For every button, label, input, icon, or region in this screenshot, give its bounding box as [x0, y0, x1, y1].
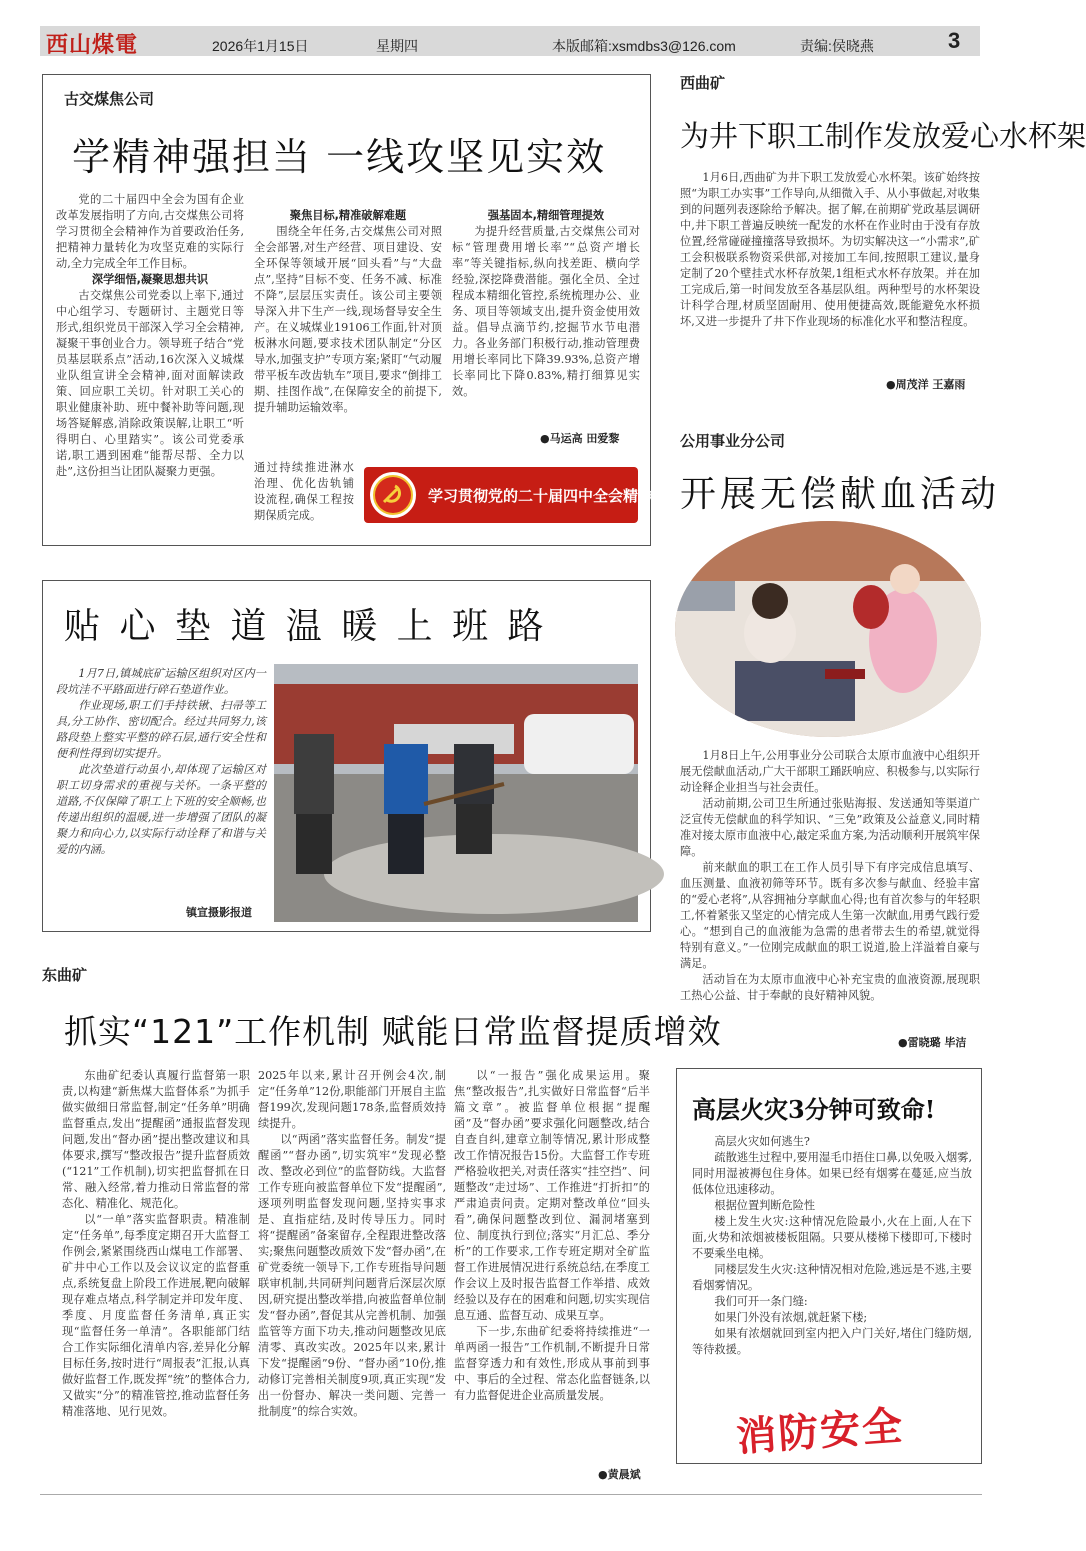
article-xiqu-title: 为井下职工制作发放爱心水杯架 — [680, 119, 1086, 153]
article-fire-body: 高层火灾如何逃生? 疏散逃生过程中,要用湿毛巾捂住口鼻,以免吸入烟雾,同时用湿被褥包住身体。如果已经有烟雾在蔓延,应当放低体位迅速移动。 根据位置判断危险性 楼上发生火灾:这种情况危险最小,火在上面,人在下面,火势和浓烟被楼板阻隔。只要从楼梯下楼即可,下楼时不要乘坐电梯。 同楼层发生火灾:这种情况相对危险,逃远是不逃,主要看烟雾情况。 我们可开一条门缝: 如果门外没有浓烟,就赶紧下楼; 如果有浓烟就回到室内把入户门关好,堵住门缝防烟,等待救援。 — [692, 1135, 972, 1356]
article-xiqu-body: 1月6日,西曲矿为井下职工发放爱心水杯架。该矿始终按照“为职工办实事”工作导向,从细微入手、从小事做起,对收集到的问题列表逐除给予解决。据了解,在前期矿党政基层调研中,井下职工普遍反映统一配发的水杯在作业时由于没有存放位置,经常碰碰撞撞落导致损坏。为切实解决这一“小需求”,矿工会积极联系物资采供部,对接加工车间,按照职工建议,量身定制了20个壁挂式水杯存放架,1组柜式水杯存放架。并在加工完成后,第一时间发放至各基层队组。两种型号的水杯架设计科学合理,材质坚固耐用、使用便捷高效,既能避免水杯损坏,又进一步提升了井下作业现场的标准化水平和整洁程度。 — [680, 171, 980, 328]
article-dongqu-byline: ●黄晨斌 — [598, 1468, 641, 1481]
road-repair-photo — [274, 664, 638, 922]
article-gujiao-col2a: 聚焦目标,精准破解难题 围绕全年任务,古交煤焦公司对照全会部署,对生产经营、项目建设、安全环保等领域开展“回头看”与“大盘点”,坚持“目标不变、任务不减、标准不降”,层层压实责任。该公司主要领导深入井下生产一线,现场督导安全生产。在义城煤业19106工作面,针对顶板淋水问题,要求技术团队制定“分区导水,加强支护”专项方案;紧盯“气动履带平板车改齿轨车”项目,要求“倒排工期、挂图作战”,在保障安全的前提下,提升辅助运输效率。 — [254, 209, 442, 414]
party-emblem-icon — [370, 472, 416, 518]
issue-weekday: 星期四 — [376, 38, 418, 54]
article-gujiao-title: 学精神强担当 一线攻坚见实效 — [72, 135, 607, 179]
page-editor: 责编:侯晓燕 — [800, 38, 874, 54]
study-banner-text: 学习贯彻党的二十届四中全会精神 — [428, 487, 654, 505]
article-dongqu-title: 抓实“121”工作机制 赋能日常监督提质增效 — [64, 1012, 722, 1051]
article-blood-section: 公用事业分公司 — [680, 432, 786, 450]
article-road-byline: 镇宣摄影报道 — [186, 906, 252, 919]
editor-email: 本版邮箱:xsmdbs3@126.com — [552, 38, 736, 54]
blood-donation-photo — [675, 521, 981, 737]
newspaper-logo: 西山煤電 — [46, 32, 139, 58]
article-dongqu-col2: 2025年以来,累计召开例会4次,制定“任务单”12份,职能部门开展自主监督199次,发现问题178条,监督质效持续提升。 以“两函”落实监督任务。制发“提醒函”“督办函”,切实筑牢“发现必整改、整改必到位”的监督防线。大监督工作专班向被监督单位下发“提醒函”,逐项列明监督发现问题,坚持实事求是、直指症结,及时传导压力。同时将“提醒函”备案留存,全程跟进整改落实;聚焦问题整改质效下发“督办函”,在矿党委统一领导下,工作专班指导问题联审机制,共同研判问题背后深层次原因,研究提出整改举措,向被监督单位制发“督办函”,督促其从完善机制、加强监管等方面下功夫,推动问题整改见底清零、真改实改。2025年以来,累计下发“提醒函”9份、“督办函”10份,推动修订完善相关制度9项,真正实现“发出一份督办、解决一类问题、完善一批制度”的综合实效。 — [258, 1069, 446, 1418]
article-road-body: 1月7日,镇城底矿运输区组织对区内一段坑洼不平路面进行碎石垫道作业。 作业现场,职工们手持铁锹、扫帚等工具,分工协作、密切配合。经过共同努力,该路段垫上整实平整的碎石层,通行安全性和便利性得到切实提升。 此次垫道行动虽小,却体现了运输区对职工切身需求的重视与关怀。一条平整的道路,不仅保障了职工上下班的安全顺畅,也传递出组织的温暖,进一步增强了团队的凝聚力和向心力,以实际行动诠释了和谐与关爱的内涵。 — [56, 667, 266, 856]
article-gujiao-col2b: 通过持续推进淋水治理、优化齿轨铺设流程,确保工程按期保质完成。 — [254, 461, 354, 522]
page-number: 3 — [948, 28, 961, 53]
article-gujiao-col1: 党的二十届四中全会为国有企业改革发展指明了方向,古交煤焦公司将学习贯彻全会精神作为首要政治任务,把精神力量转化为攻坚克难的实际行动,全力完成全年工作目标。 深学细悟,凝聚思想共识 古交煤焦公司党委以上率下,通过中心组学习、专题研讨、主题党日等形式,组织党员干部深入学习全会精神,凝聚干事创业合力。领导班子结合“党员基层联系点”活动,16次深入义城煤业队组宣讲全会精神,面对面解读政策、回应职工关切。针对职工关心的职业健康补助、班中餐补助等问题,现场答疑解惑,消除政策误解,让职工“听得明白、心里踏实”。该公司党委承诺,职工遇到困难“能帮尽帮、全力以赴”,这份担当让团队凝聚力更强。 — [56, 193, 244, 478]
article-gujiao-byline: ●马运高 田爱黎 — [540, 432, 620, 445]
article-xiqu-section: 西曲矿 — [680, 74, 726, 92]
article-dongqu-col3: 以“一报告”强化成果运用。聚焦“整改报告”,扎实做好日常监督“后半篇文章”。被监督单位根据“提醒函”及“督办函”要求强化问题整改,结合自查自纠,建章立制等情况,累计形成整改工作情况报告15份。大监督工作专班严格验收把关,对责任落实“挂空挡”、问题整改“走过场”、工作推进“打折扣”的严肃追责问责。定期对整改单位“回头看”,确保问题整改到位、漏洞堵塞到位、制度执行到位;落实“月汇总、季分析”的工作要求,工作专班定期对全矿监督工作进展情况进行系统总结,在季度工作会议上及时报告监督工作举措、成效经验以及存在的困难和问题,切实实现信息互通、监督互动、成果互享。 下一步,东曲矿纪委将持续推进“一单两函一报告”工作机制,不断提升日常监督穿透力和有效性,形成从事前到事中、事后的全过程、常态化监督链条,以有力监督促进企业高质量发展。 — [454, 1069, 650, 1402]
footer-divider — [40, 1494, 982, 1495]
article-dongqu-section: 东曲矿 — [42, 966, 88, 984]
article-blood-body: 1月8日上午,公用事业分公司联合太原市血液中心组织开展无偿献血活动,广大干部职工踊跃响应、积极参与,以实际行动诠释企业担当与社会责任。 活动前期,公司卫生所通过张贴海报、发送通知等渠道广泛宣传无偿献血的科学知识、“三免”政策及公益意义,同时精准对接太原市血液中心,敲定采血方案,为活动顺利开展筑牢保障。 前来献血的职工在工作人员引导下有序完成信息填写、血压测量、血液初筛等环节。既有多次参与献血、经验丰富的“爱心老将”,从容拥袖分享献血心得;也有首次参与的年轻职工,怀着紧张又坚定的心情完成人生第一次献血,用勇气践行爱心。“想到自己的血液能为急需的患者带去生的希望,就觉得特别有意义。”一位刚完成献血的职工说道,脸上洋溢着自豪与满足。 活动旨在为太原市血液中心补充宝贵的血液资源,展现职工热心公益、甘于奉献的良好精神风貌。 — [680, 749, 980, 1002]
article-blood-byline: ●雷晓璐 毕洁 — [898, 1036, 967, 1049]
article-dongqu-col1: 东曲矿纪委认真履行监督第一职责,以构建“新焦煤大监督体系”为抓手做实做细日常监督,制定“任务单”明确监督重点,发出“提醒函”通报监督发现问题,发出“督办函”提出整改建议和具体要求,撰写“整改报告”提升监督质效(“121”工作机制),切实把监督抓在日常、融入经常,着力推动日常监督的常态化、精准化、规范化。 以“一单”落实监督职责。精准制定“任务单”,每季度定期召开大监督工作例会,紧紧围绕西山煤电工作部署、矿井中心工作以及会议议定的监督重点,系统复盘上阶段工作进展,靶向破解现存难点堵点,科学制定并印发年度、季度、月度监督任务清单,真正实现“监督任务一单清”。各职能部门结合工作实际细化清单内容,差异化分解目标任务,按时进行“周报表”汇报,认真做好监督工作,既发挥“统”的整体合力,又做实“分”的精准管控,推动监督任务精准落地、见行见效。 — [62, 1069, 250, 1418]
article-gujiao-section: 古交煤焦公司 — [64, 90, 155, 108]
article-road-title: 贴 心 垫 道 温 暖 上 班 路 — [64, 606, 548, 647]
issue-date: 2026年1月15日 — [212, 38, 309, 54]
article-blood-title: 开展无偿献血活动 — [680, 474, 1001, 515]
fire-safety-logo: 消防安全 — [734, 1403, 906, 1461]
article-xiqu-byline: ●周茂洋 王嘉雨 — [886, 378, 966, 391]
article-gujiao-col3: 强基固本,精细管理提效 为提升经营质量,古交煤焦公司对标“管理费用增长率”“总资产增长率”等关键指标,纵向找差距、横向学经验,深挖降费潜能。强化全员、全过程成本精细化管控,系统梳理办公、业务、项目等领域支出,提升资金使用效益。倡导点滴节约,挖掘节水节电潜力。各业务部门积极行动,推动管理费用增长率同比下降39.93%,总资产增长率同比下降0.83%,精打细算见实效。 — [452, 209, 640, 398]
article-fire-title: 高层火灾3分钟可致命! — [692, 1095, 936, 1124]
